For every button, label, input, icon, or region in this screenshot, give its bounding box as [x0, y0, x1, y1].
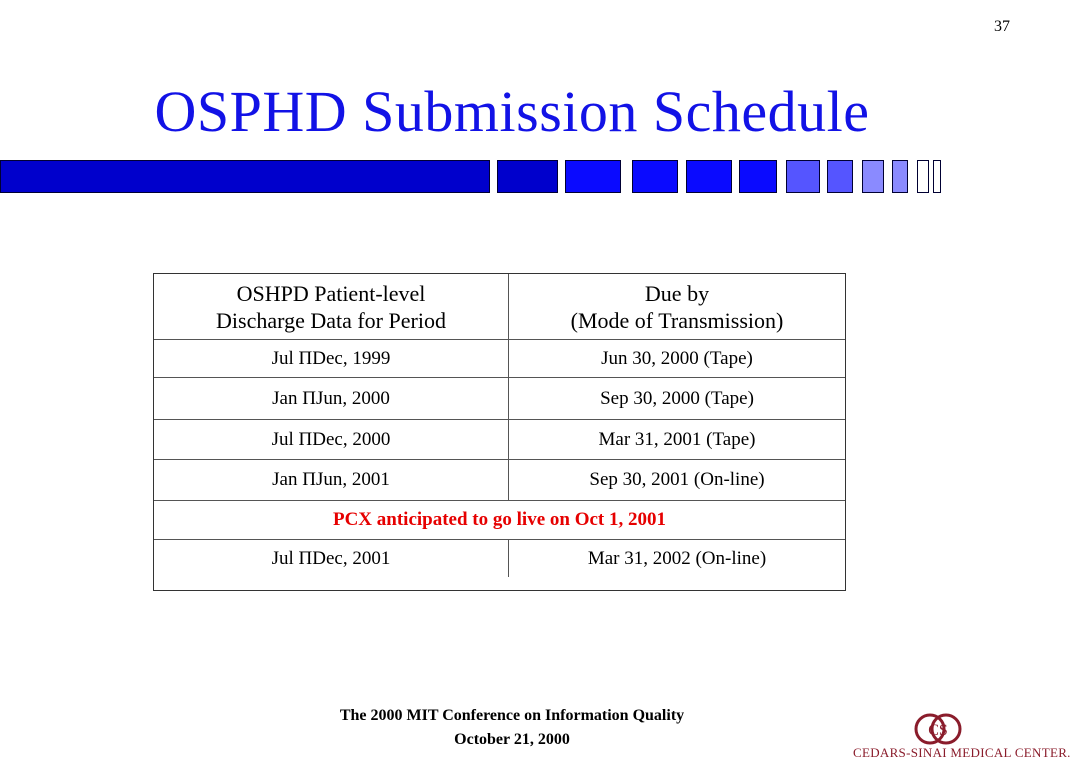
table-header-row [154, 274, 845, 340]
due-cell: Mar 31, 2001 (Tape) [598, 428, 756, 450]
decorative-bar [0, 160, 945, 195]
header-due-line1: Due by [644, 280, 710, 306]
period-cell: Jan ΠJun, 2001 [154, 460, 509, 500]
bar-segment [862, 160, 884, 193]
due-cell: Sep 30, 2000 (Tape) [600, 387, 754, 409]
due-cell: Mar 31, 2002 (On-line) [587, 547, 767, 569]
bar-segment [917, 160, 929, 193]
period-cell: Jul ΠDec, 2000 [154, 420, 509, 459]
bar-segment [892, 160, 908, 193]
bar-segment [786, 160, 820, 193]
header-due [509, 274, 845, 339]
schedule-table [153, 273, 846, 591]
slide-number: 37 [994, 18, 1010, 35]
bar-segment [0, 160, 490, 193]
table-row [154, 420, 845, 460]
table-row [154, 540, 845, 577]
header-period-line1: OSHPD Patient-level [236, 280, 426, 306]
bar-segment [827, 160, 853, 193]
period-cell: Jul ΠDec, 1999 [154, 340, 509, 377]
pcx-notice: PCX anticipated to go live on Oct 1, 2001 [332, 509, 666, 530]
bar-segment [686, 160, 732, 193]
logo-monogram: CS [928, 722, 948, 739]
footer-date: October 21, 2000 [454, 731, 570, 748]
due-cell: Jun 30, 2000 (Tape) [601, 347, 753, 369]
slide-title: OSPHD Submission Schedule [154, 79, 870, 144]
notice-row [154, 501, 845, 540]
header-period-line2: Discharge Data for Period [216, 307, 446, 333]
period-cell: Jul ΠDec, 2001 [154, 540, 509, 577]
bar-segment [497, 160, 558, 193]
header-period [154, 274, 509, 339]
due-cell: Sep 30, 2001 (On-line) [589, 469, 765, 490]
bar-segment [739, 160, 777, 193]
period-cell: Jan ΠJun, 2000 [154, 378, 509, 419]
logo-name: CEDARS-SINAI MEDICAL CENTER. [853, 745, 1071, 760]
bar-segment [632, 160, 678, 193]
header-due-line2: (Mode of Transmission) [570, 307, 784, 333]
table-row [154, 460, 845, 501]
table-row [154, 340, 845, 378]
footer-conference: The 2000 MIT Conference on Information Quality [339, 707, 685, 724]
table-row [154, 378, 845, 420]
bar-segment [933, 160, 941, 193]
bar-segment [565, 160, 621, 193]
